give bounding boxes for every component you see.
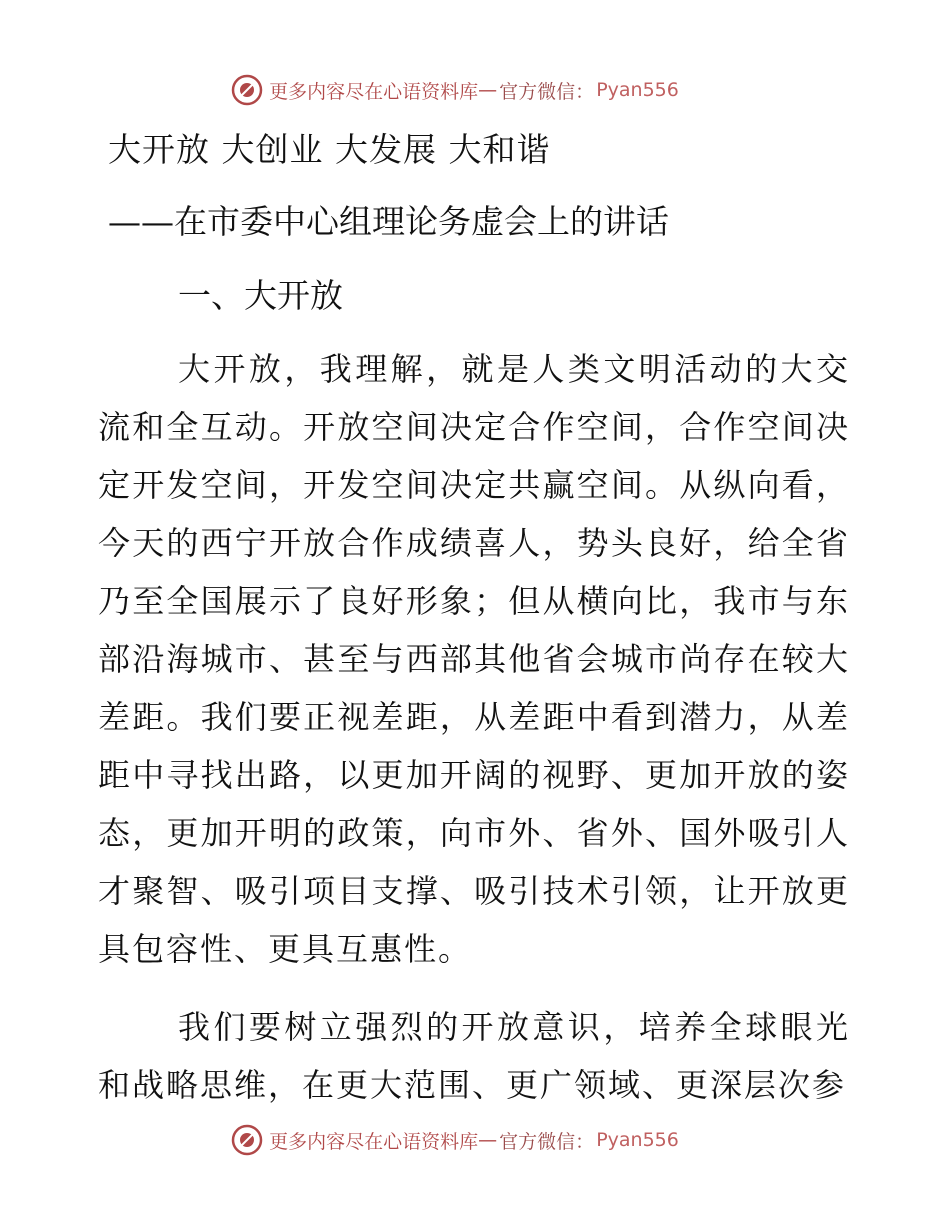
brand-logo-icon — [231, 74, 263, 106]
watermark-wechat-label: 官方微信： — [499, 1130, 595, 1153]
watermark-brand: 更多内容尽在心语资料库 — [269, 80, 479, 103]
section-heading: 一、大开放 — [178, 276, 343, 315]
watermark-header — [0, 70, 950, 110]
watermark-handle: Pyan556 — [596, 1129, 679, 1151]
body-paragraph: 我们要树立强烈的开放意识，培养全球眼光和战略思维，在更大范围、更广领域、更深层次参 — [98, 1008, 850, 1104]
watermark-brand: 更多内容尽在心语资料库 — [269, 1130, 479, 1153]
document-subtitle: ——在市委中心组理论务虚会上的讲话 — [108, 202, 669, 241]
brand-logo-icon — [231, 1124, 263, 1156]
body-paragraph: 大开放，我理解，就是人类文明活动的大交流和全互动。开放空间决定合作空间，合作空间决定开发空间，开发空间决定共赢空间。从纵向看，今天的西宁开放合作成绩喜人，势头良好，给全省乃至全国展示了良好形象；但从横向比，我市与东部沿海城市、甚至与西部其他省会城市尚存在较大差距。我们要正视差距，从差距中看到潜力，从差距中寻找出路，以更加开阔的视野、更加开放的姿态，更加开明的政策，向市外、省外、国外吸引人才聚智、吸引项目支撑、吸引技术引领，让开放更具包容性、更具互惠性。 — [98, 350, 850, 968]
watermark-handle: Pyan556 — [596, 79, 679, 101]
watermark-separator: — — [478, 79, 498, 101]
watermark-footer — [0, 1120, 950, 1160]
watermark-wechat-label: 官方微信： — [499, 80, 595, 103]
watermark-separator: — — [478, 1129, 498, 1151]
document-title: 大开放 大创业 大发展 大和谐 — [108, 130, 551, 169]
